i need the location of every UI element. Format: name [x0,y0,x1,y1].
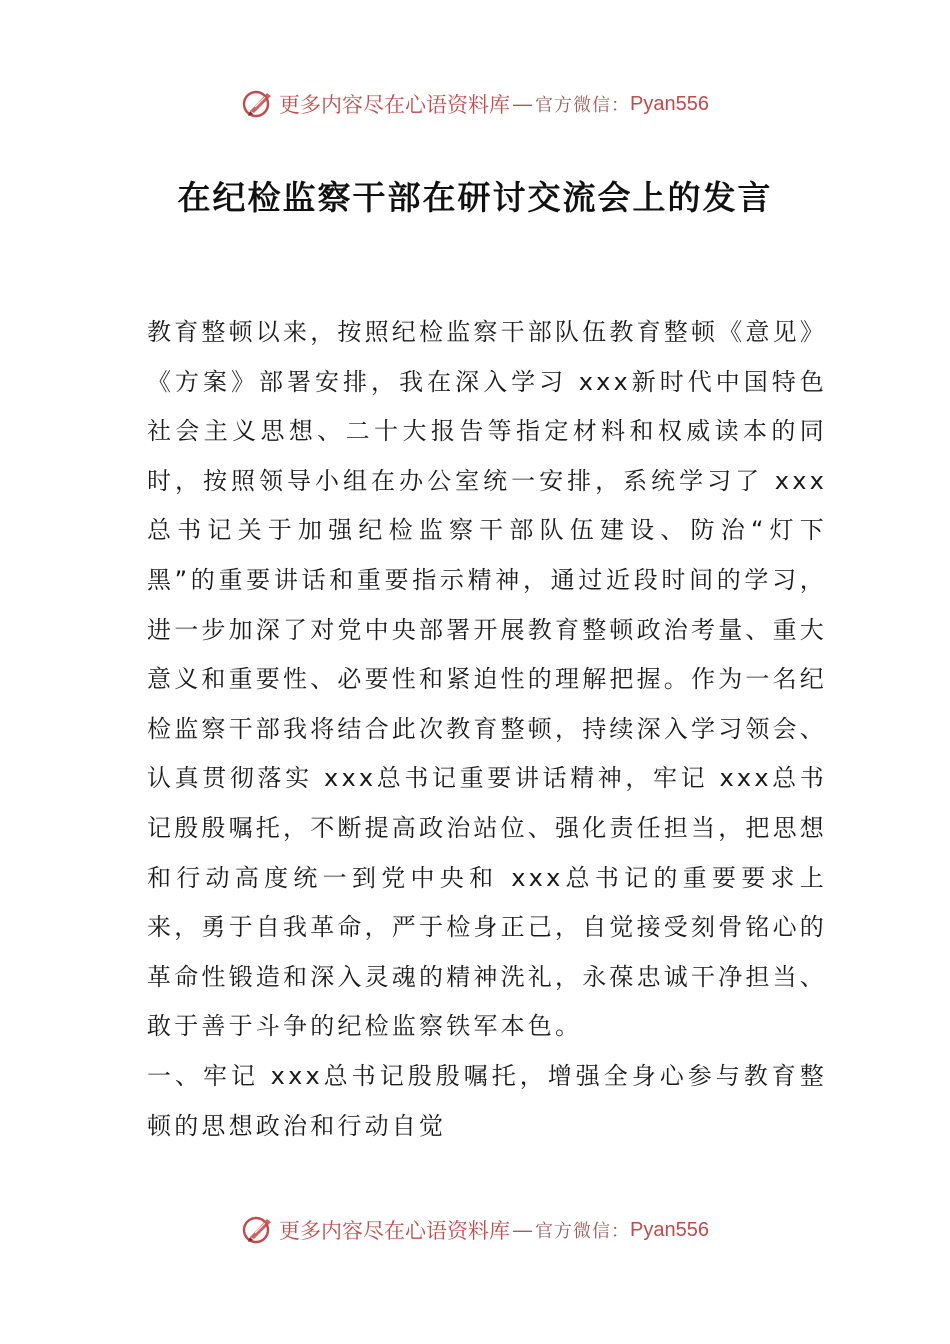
paragraph-section-heading: 一、牢记 xxx总书记殷殷嘱托，增强全身心参与教育整顿的思想政治和行动自觉 [147,1061,827,1140]
document-title: 在纪检监察干部在研讨交流会上的发言 [177,178,773,217]
pen-feather-logo [241,87,275,121]
header-watermark [0,84,950,124]
watermark-wechat-label: 官方微信： [535,1221,631,1242]
paragraph-intro: 教育整顿以来，按照纪检监察干部队伍教育整顿《意见》《方案》部署安排，我在深入学习 xxx新时代中国特色社会主义思想、二十大报告等指定材料和权威读本的同时，按照领导小组在办公室统一安排，系统学习了 xxx总书记关于加强纪检监察干部队伍建设、防治“灯下黑”的重要讲话和重要指示精神，通过近段时间的学习，进一步加深了对党中央部署开展教育整顿政治考量、重大意义和重要性、必要性和紧迫性的理解把握。作为一名纪检监察干部我将结合此次教育整顿，持续深入学习领会、认真贯彻落实 xxx总书记重要讲话精神，牢记 xxx总书记殷殷嘱托，不断提高政治站位、强化责任担当，把思想和行动高度统一到党中央和 xxx总书记的重要要求上来，勇于自我革命，严于检身正己，自觉接受刻骨铭心的革命性锻造和深入灵魂的精神洗礼，永葆忠诚干净担当、敢于善于斗争的纪检监察铁军本色。 [147,318,827,1041]
watermark-separator: — [512,92,534,116]
watermark-wechat-id: Pyan556 [630,1218,709,1241]
footer-watermark [0,1210,950,1250]
pen-feather-logo [241,1213,275,1247]
watermark-separator: — [512,1218,534,1242]
watermark-text: 更多内容尽在心语资料库 [279,1219,511,1243]
watermark-wechat-label: 官方微信： [535,95,631,116]
watermark-text: 更多内容尽在心语资料库 [279,93,511,117]
document-body [147,308,827,1151]
watermark-wechat-id: Pyan556 [630,92,709,115]
